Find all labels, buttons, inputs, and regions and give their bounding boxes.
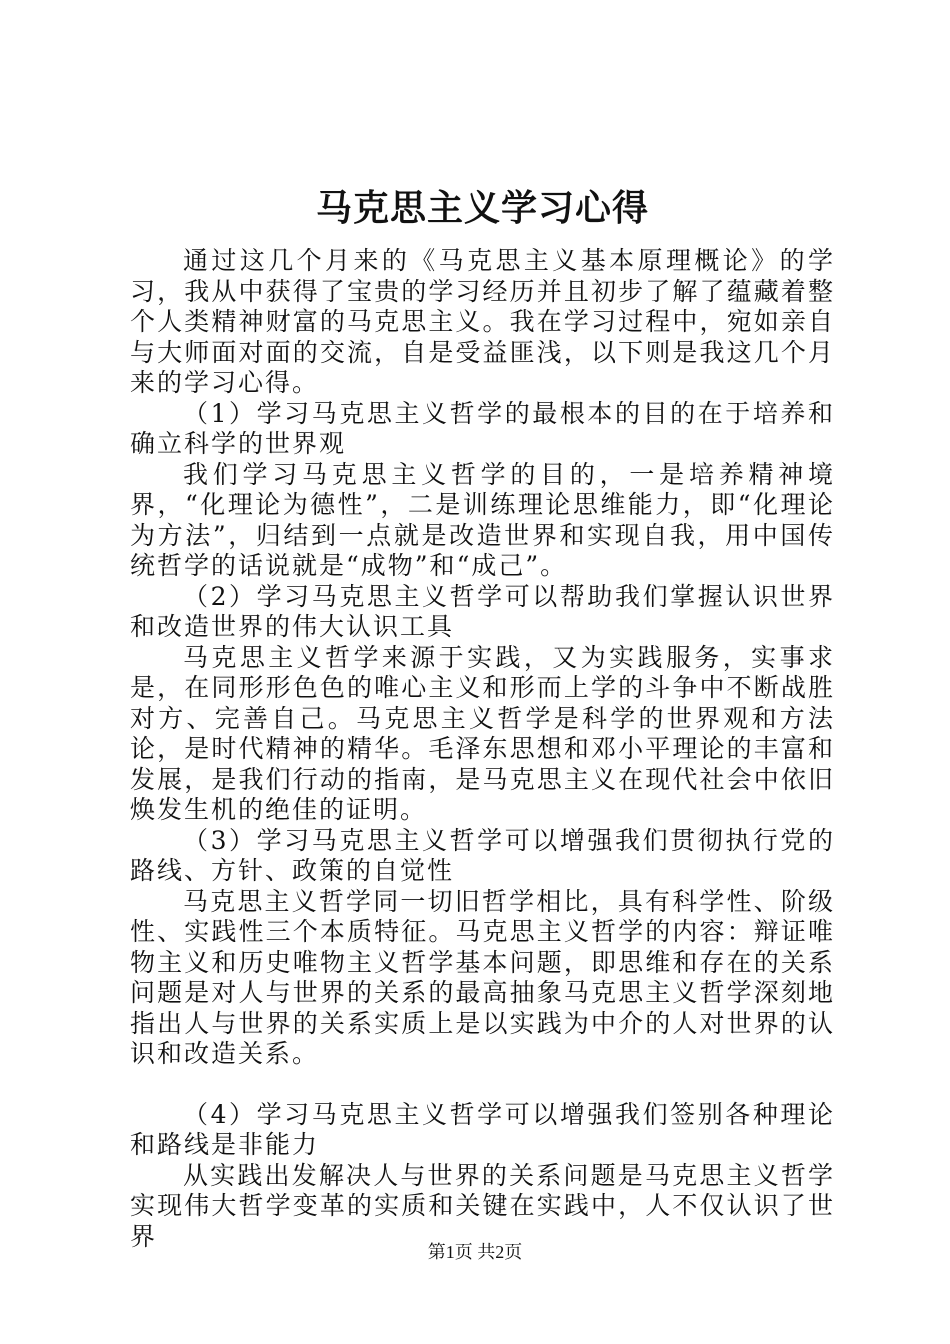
page-footer: 第1页 共2页 — [427, 1242, 523, 1262]
section-heading-4: （4）学习马克思主义哲学可以增强我们签别各种理论和路线是非能力 — [130, 1099, 835, 1159]
paragraph-section-1: 我们学习马克思主义哲学的目的，一是培养精神境界，“化理论为德性”，二是训练理论思维能力，即“化理论为方法”，归结到一点就是改造世界和实现自我，用中国传统哲学的话说就是“成物”和“成己”。 — [130, 459, 835, 580]
document-title: 马克思主义学习心得 — [315, 187, 649, 229]
paragraph-section-2: 马克思主义哲学来源于实践，又为实践服务，实事求是，在同形形色色的唯心主义和形而上学的斗争中不断战胜对方、完善自己。马克思主义哲学是科学的世界观和方法论，是时代精神的精华。毛泽东思想和邓小平理论的丰富和发展，是我们行动的指南，是马克思主义在现代社会中依旧焕发生机的绝佳的证明。 — [130, 642, 835, 824]
section-heading-1: （1）学习马克思主义哲学的最根本的目的在于培养和确立科学的世界观 — [130, 398, 835, 458]
paragraph-section-3: 马克思主义哲学同一切旧哲学相比，具有科学性、阶级性、实践性三个本质特征。马克思主义哲学的内容：辩证唯物主义和历史唯物主义哲学基本问题，即思维和存在的关系问题是对人与世界的关系的最高抽象马克思主义哲学深刻地指出人与世界的关系实质上是以实践为中介的人对世界的认识和改造关系。 — [130, 886, 835, 1068]
section-heading-3: （3）学习马克思主义哲学可以增强我们贯彻执行党的路线、方针、政策的自觉性 — [130, 825, 835, 885]
paragraph-gap — [130, 1070, 835, 1100]
paragraph-intro: 通过这几个月来的《马克思主义基本原理概论》的学习，我从中获得了宝贵的学习经历并且初步了解了蕴藏着整个人类精神财富的马克思主义。我在学习过程中，宛如亲自与大师面对面的交流，自是受益匪浅，以下则是我这几个月来的学习心得。 — [130, 246, 835, 397]
document-page — [130, 180, 835, 1252]
section-heading-2: （2）学习马克思主义哲学可以帮助我们掌握认识世界和改造世界的伟大认识工具 — [130, 581, 835, 641]
paragraph-section-4: 从实践出发解决人与世界的关系问题是马克思主义哲学实现伟大哲学变革的实质和关键在实践中，人不仅认识了世界 — [130, 1160, 835, 1251]
